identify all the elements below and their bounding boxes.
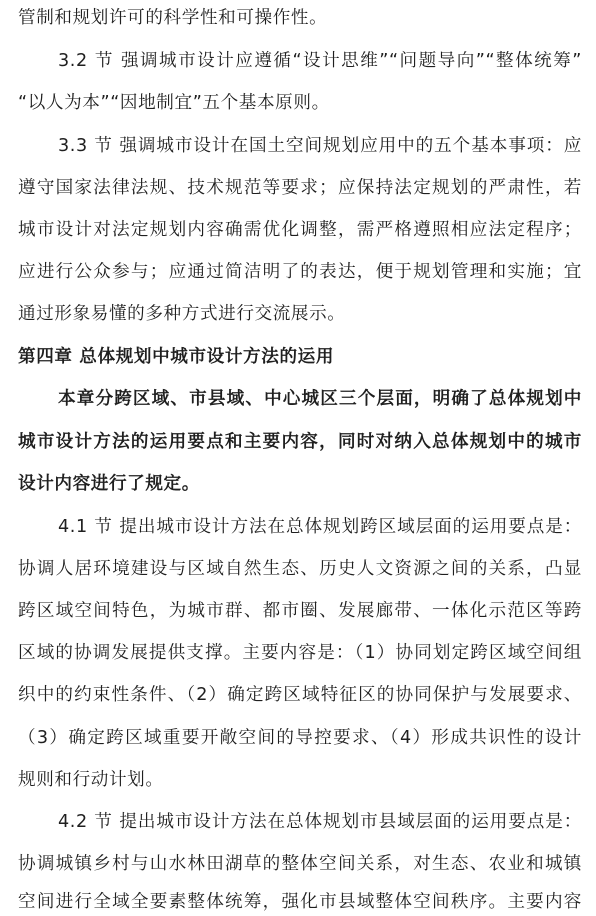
text-line-8: 通过形象易懂的多种方式进行交流展示。 [18,304,346,324]
text-line-17: 协调城镇乡村与山水林田湖草的整体空间关系，对生态、农业和城镇 [18,854,582,874]
text-line-12: 区域的协调发展提供支撑。主要内容是：（1）协同划定跨区域空间组 [18,643,582,663]
text-line-2: 3.2 节 强调城市设计应遵循“设计思维”“问题导向”“整体统筹” [58,51,582,71]
text-line-7: 应进行公众参与；应通过简洁明了的表达，便于规划管理和实施；宜 [18,262,582,282]
chapter-heading: 第四章 总体规划中城市设计方法的运用 [18,347,335,367]
text-line-5: 遵守国家法律法规、技术规范等要求；应保持法定规划的严肃性，若 [18,178,582,198]
text-line-18: 空间进行全域全要素整体统筹，强化市县域整体空间秩序。主要内容 [18,892,582,912]
bold-line-3: 设计内容进行了规定。 [18,474,200,494]
text-line-1: 管制和规划许可的科学性和可操作性。 [18,8,328,28]
text-line-13: 织中的约束性条件、（2）确定跨区域特征区的协同保护与发展要求、 [18,685,582,705]
text-line-4: 3.3 节 强调城市设计在国土空间规划应用中的五个基本事项：应 [58,136,582,156]
text-line-16: 4.2 节 提出城市设计方法在总体规划市县域层面的运用要点是： [58,812,582,832]
text-line-14: （3）确定跨区域重要开敞空间的导控要求、（4）形成共识性的设计 [18,728,582,748]
text-line-15: 规则和行动计划。 [18,770,164,790]
text-line-3: “以人为本”“因地制宜”五个基本原则。 [18,93,330,113]
bold-line-1: 本章分跨区域、市县域、中心城区三个层面，明确了总体规划中 [58,389,582,409]
text-line-6: 城市设计对法定规划内容确需优化调整，需严格遵照相应法定程序； [18,220,582,240]
bold-line-2: 城市设计方法的运用要点和主要内容，同时对纳入总体规划中的城市 [18,432,582,452]
text-line-11: 跨区域空间特色，为城市群、都市圈、发展廊带、一体化示范区等跨 [18,601,582,621]
text-line-10: 协调人居环境建设与区域自然生态、历史人文资源之间的关系，凸显 [18,559,582,579]
text-line-9: 4.1 节 提出城市设计方法在总体规划跨区域层面的运用要点是： [58,517,582,537]
